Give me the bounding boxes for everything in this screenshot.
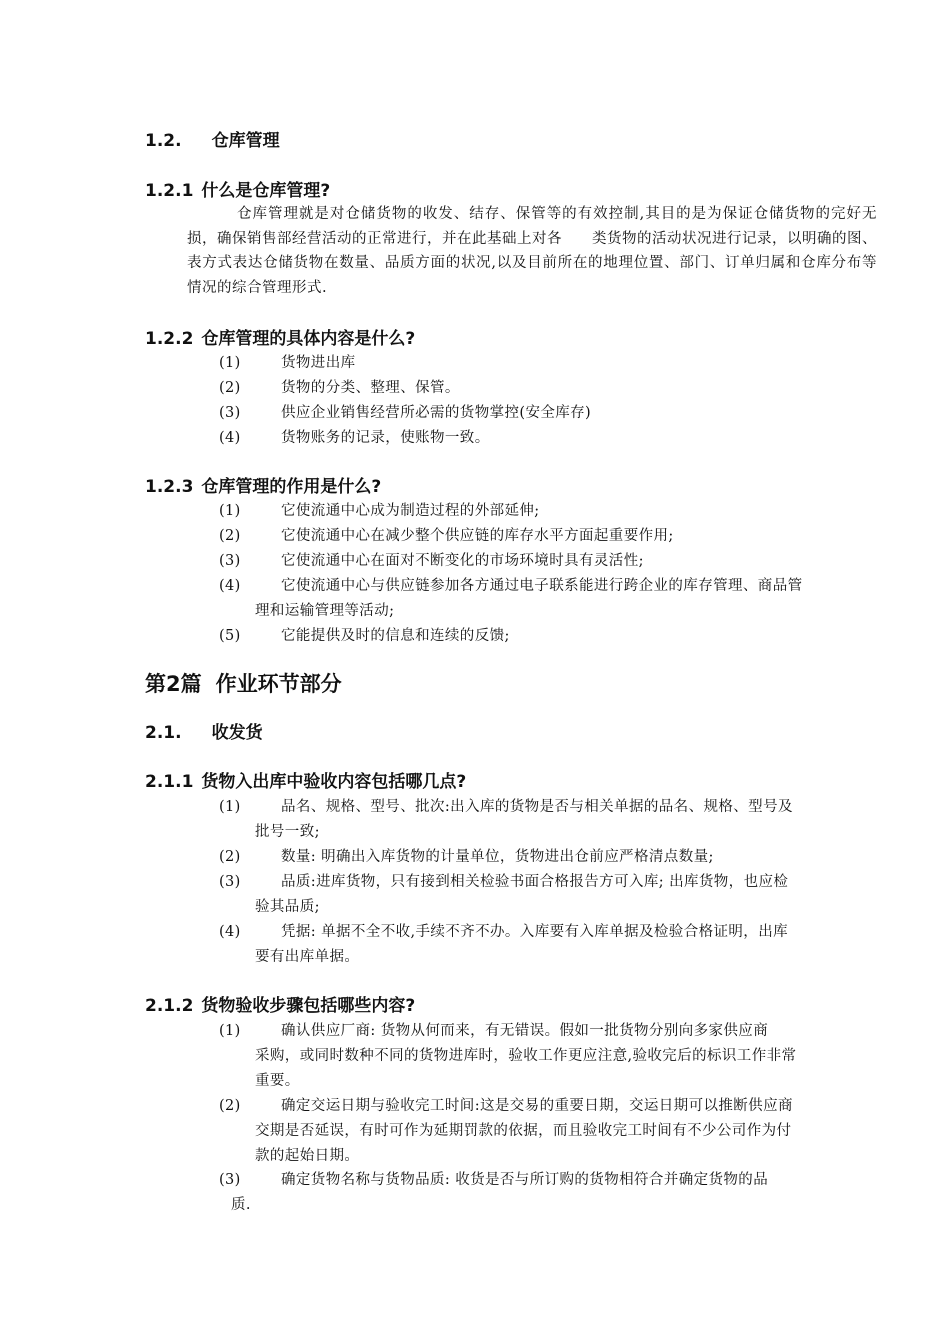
list-item-number: (1) <box>219 1023 241 1039</box>
list-item-number: (1) <box>219 799 241 815</box>
section-title: 收发货 <box>211 723 263 743</box>
list-item-number: (4) <box>219 430 241 446</box>
list-item-text: 供应企业销售经营所必需的货物掌控(安全库存) <box>281 405 592 421</box>
section-number: 1.2. <box>145 131 182 151</box>
paragraph-warehouse-definition: 仓库管理就是对仓储货物的收发、结存、保管等的有效控制,其目的是为保证仓储货物的完好无损，确保销售部经营活动的正常进行，并在此基础上对各 类货物的活动状况进行记录，以明确的图、表方式表达仓储货物在数量、品质方面的状况,以及目前所在的地理位置、部门、订单归属和仓库分布等情况的综合管理形式. <box>187 206 877 296</box>
section-heading-2-1 <box>145 718 263 743</box>
list-item-text: 品质:进库货物，只有接到相关检验书面合格报告方可入库; 出库货物，也应检 <box>281 874 789 890</box>
list-item-number: (2) <box>219 380 241 396</box>
section-number: 1.2.3 <box>145 477 194 497</box>
list-item-number: (2) <box>219 528 241 544</box>
part-number: 第2篇 <box>145 672 202 696</box>
section-title: 货物验收步骤包括哪些内容? <box>201 996 416 1016</box>
list-item-text: 它使流通中心与供应链参加各方通过电子联系能进行跨企业的库存管理、商品管 <box>281 578 803 594</box>
list-item-continuation: 质. <box>231 1197 251 1213</box>
section-number: 1.2.2 <box>145 329 194 349</box>
list-item-text: 它能提供及时的信息和连续的反馈; <box>281 628 510 644</box>
list-item-continuation: 验其品质; <box>255 899 320 915</box>
list-item-continuation: 采购，或同时数种不同的货物进库时，验收工作更应注意,验收完后的标识工作非常 <box>255 1048 797 1064</box>
section-heading-1-2-2 <box>145 324 415 349</box>
list-item-number: (5) <box>219 628 241 644</box>
list-item-text: 数量: 明确出入库货物的计量单位，货物进出仓前应严格清点数量; <box>281 849 714 865</box>
list-item-text: 凭据: 单据不全不收,手续不齐不办。入库要有入库单据及检验合格证明，出库 <box>281 924 789 940</box>
section-number: 2.1.1 <box>145 772 194 792</box>
section-title: 仓库管理 <box>211 131 280 151</box>
list-item-number: (3) <box>219 1172 241 1188</box>
section-number: 2.1. <box>145 723 182 743</box>
list-item-number: (1) <box>219 503 241 519</box>
section-heading-1-2-1 <box>145 176 330 201</box>
list-item-continuation: 理和运输管理等活动; <box>255 603 395 619</box>
list-item-text: 确认供应厂商: 货物从何而来，有无错误。假如一批货物分别向多家供应商 <box>281 1023 769 1039</box>
list-item-number: (4) <box>219 578 241 594</box>
list-item-text: 它使流通中心在面对不断变化的市场环境时具有灵活性; <box>281 553 644 569</box>
list-item-text: 确定货物名称与货物品质: 收货是否与所订购的货物相符合并确定货物的品 <box>281 1172 769 1188</box>
list-item-text: 品名、规格、型号、批次:出入库的货物是否与相关单据的品名、规格、型号及 <box>281 799 793 815</box>
list-item-text: 它使流通中心成为制造过程的外部延伸; <box>281 503 540 519</box>
section-heading-1-2-3 <box>145 472 381 497</box>
section-title: 货物入出库中验收内容包括哪几点? <box>201 772 467 792</box>
list-item-text: 货物的分类、整理、保管。 <box>281 380 460 396</box>
section-heading-1-2 <box>145 126 280 151</box>
part-heading-2 <box>145 668 342 698</box>
section-title: 仓库管理的具体内容是什么? <box>201 329 416 349</box>
section-title: 什么是仓库管理? <box>201 181 331 201</box>
list-item-text: 货物账务的记录，使账物一致。 <box>281 430 490 446</box>
list-item-number: (4) <box>219 924 241 940</box>
list-item-number: (3) <box>219 405 241 421</box>
list-item-continuation: 交期是否延误，有时可作为延期罚款的依据，而且验收完工时间有不少公司作为付 <box>255 1123 792 1139</box>
list-item-text: 确定交运日期与验收完工时间:这是交易的重要日期，交运日期可以推断供应商 <box>281 1098 793 1114</box>
section-number: 1.2.1 <box>145 181 194 201</box>
list-item-text: 它使流通中心在减少整个供应链的库存水平方面起重要作用; <box>281 528 674 544</box>
part-title: 作业环节部分 <box>215 672 342 696</box>
list-item-number: (3) <box>219 874 241 890</box>
section-title: 仓库管理的作用是什么? <box>201 477 382 497</box>
list-item-text: 货物进出库 <box>281 355 356 371</box>
section-heading-2-1-2 <box>145 991 415 1016</box>
list-item-number: (2) <box>219 1098 241 1114</box>
list-item-continuation: 要有出库单据。 <box>255 949 360 965</box>
list-item-number: (2) <box>219 849 241 865</box>
list-item-continuation: 批号一致; <box>255 824 320 840</box>
list-item-number: (1) <box>219 355 241 371</box>
list-item-continuation: 重要。 <box>255 1073 300 1089</box>
section-number: 2.1.2 <box>145 996 194 1016</box>
list-item-number: (3) <box>219 553 241 569</box>
section-heading-2-1-1 <box>145 767 466 792</box>
list-item-continuation: 款的起始日期。 <box>255 1148 360 1164</box>
